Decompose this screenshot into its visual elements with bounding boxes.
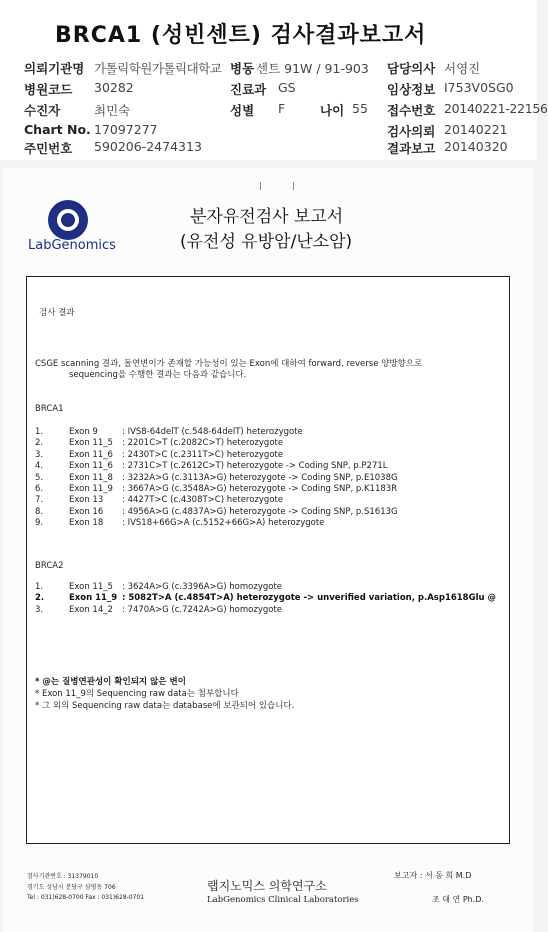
field-value-doctor: 서영진 <box>444 61 481 76</box>
footer-reporter: 보고자 : 서 동 희 M.D <box>394 871 472 880</box>
field-label-ward: 병동 <box>230 61 255 76</box>
report-doc-title: 분자유전검사 보고서 <box>190 207 344 227</box>
footer-tel: Tel : 031)628-0700 Fax : 031)628-0701 <box>27 894 145 901</box>
note-line: * 그 외의 Sequencing raw data는 database에 보관되어 있습니다. <box>35 701 295 711</box>
field-value-institution: 가톨릭학원가톨릭대학교 <box>94 61 222 76</box>
variant-result: : 7470A>G (c.7242A>G) homozygote <box>122 604 283 615</box>
variant-num: 7. <box>35 495 44 506</box>
variant-exon: Exon 11_6 <box>69 449 113 460</box>
note-line: * Exon 11_9의 Sequencing raw data는 첨부합니다 <box>35 689 239 699</box>
variant-exon: Exon 11_9 <box>69 593 118 604</box>
field-label-doctor: 담당의사 <box>387 61 436 76</box>
variant-exon: Exon 14_2 <box>69 604 113 615</box>
variant-num: 3. <box>35 604 44 615</box>
field-label-institution: 의뢰기관명 <box>24 61 85 76</box>
variant-result: : 3667A>G (c.3548A>G) heterozygote -> Coding SNP, p.K1183R <box>122 484 398 494</box>
variant-result: : 5082T>A (c.4854T>A) heterozygote -> unverified variation, p.Asp1618Glu @ <box>122 593 496 604</box>
variant-num: 2. <box>35 438 44 449</box>
field-label-patient: 수진자 <box>24 103 61 118</box>
page-mark: | <box>292 181 295 190</box>
field-label-hospital-code: 병원코드 <box>24 82 73 97</box>
section-label: 검사 결과 <box>39 308 75 318</box>
variant-num: 3. <box>35 449 44 460</box>
variant-num: 1. <box>35 427 44 437</box>
variant-exon: Exon 9 <box>69 427 98 437</box>
gene-heading-brca1: BRCA1 <box>35 404 64 414</box>
variant-result: : 4427T>C (c.4308T>C) heterozygote <box>122 495 284 506</box>
footer-reviewer: 조 대 연 Ph.D. <box>432 895 484 904</box>
intro-text: CSGE scanning 결과, 돌연변이가 존재할 가능성이 있는 Exon에 대하여 forward, reverse 양방향으로 <box>35 359 423 369</box>
variant-num: 5. <box>35 472 44 483</box>
field-label-test-request: 검사의뢰 <box>387 124 436 139</box>
field-value-department: GS <box>278 80 296 95</box>
footer-org-en: LabGenomics Clinical Laboratories <box>207 895 359 905</box>
field-label-result-report: 결과보고 <box>387 141 436 156</box>
variant-exon: Exon 18 <box>69 518 104 529</box>
logo-text: LabGenomics <box>28 238 116 253</box>
field-value-age: 55 <box>352 101 368 116</box>
variant-num: 6. <box>35 484 44 494</box>
report-header <box>0 0 548 160</box>
results-box <box>26 276 510 844</box>
variant-result: : 2731C>T (c.2612C>T) heterozygote -> Coding SNP, p.P271L <box>122 461 388 472</box>
field-value-result-report: 20140320 <box>444 139 508 154</box>
field-value-hospital-code: 30282 <box>94 80 134 95</box>
footer-org-ko: 랩지노믹스 의학연구소 <box>207 879 327 893</box>
variant-num: 4. <box>35 461 44 472</box>
field-value-clinical-info: I753V0SG0 <box>444 80 514 95</box>
variant-result: : IVS8-64delT (c.548-64delT) heterozygote <box>122 427 303 437</box>
report-doc-subtitle: (유전성 유방암/난소암) <box>180 232 353 252</box>
field-value-test-request: 20140221 <box>444 122 508 137</box>
variant-exon: Exon 11_5 <box>69 582 113 592</box>
variant-result: : 4956A>G (c.4837A>G) heterozygote -> Coding SNP, p.S1613G <box>122 506 398 517</box>
field-value-resident-no: 590206-2474313 <box>94 139 202 154</box>
labgenomics-logo-icon <box>48 200 88 240</box>
variant-exon: Exon 16 <box>69 506 104 517</box>
intro-text: sequencing을 수행한 결과는 다음과 같습니다. <box>69 370 247 380</box>
field-label-chart-no: Chart No. <box>24 122 91 137</box>
field-label-clinical-info: 임상정보 <box>387 82 436 97</box>
field-label-sex: 성별 <box>230 103 255 118</box>
note-line: * @는 질병연관성이 확인되지 않은 변이 <box>35 677 186 687</box>
variant-num: 1. <box>35 582 44 592</box>
field-value-receipt-no: 20140221-22156 <box>444 101 548 116</box>
field-label-resident-no: 주민번호 <box>24 141 73 156</box>
field-value-ward: 센트 91W / 91-903 <box>256 61 369 76</box>
variant-exon: Exon 13 <box>69 495 104 506</box>
variant-exon: Exon 11_9 <box>69 484 113 494</box>
variant-exon: Exon 11_6 <box>69 461 113 472</box>
variant-exon: Exon 11_8 <box>69 472 113 483</box>
field-label-department: 진료과 <box>230 82 267 97</box>
variant-num: 2. <box>35 593 45 604</box>
field-value-patient: 최민숙 <box>94 103 131 118</box>
gene-heading-brca2: BRCA2 <box>35 561 64 571</box>
page-mark: | <box>259 181 262 190</box>
field-value-sex: F <box>278 101 286 116</box>
field-value-chart-no: 17097277 <box>94 122 158 137</box>
variant-result: : 2430T>C (c.2311T>C) heterozygote <box>122 449 284 460</box>
variant-exon: Exon 11_5 <box>69 438 113 449</box>
variant-num: 8. <box>35 506 44 517</box>
field-label-receipt-no: 접수번호 <box>387 103 436 118</box>
variant-result: : 2201C>T (c.2082C>T) heterozygote <box>122 438 284 449</box>
variant-result: : IVS18+66G>A (c.5152+66G>A) heterozygote <box>122 518 325 529</box>
variant-result: : 3624A>G (c.3396A>G) homozygote <box>122 582 283 592</box>
field-label-age: 나이 <box>320 103 345 118</box>
report-title: BRCA1 (성빈센트) 검사결과보고서 <box>55 23 427 48</box>
variant-result: : 3232A>G (c.3113A>G) heterozygote -> Coding SNP, p.E1038G <box>122 472 398 483</box>
footer-address: 경기도 성남시 분당구 삼평동 706 <box>27 884 116 891</box>
variant-num: 9. <box>35 518 44 529</box>
footer-reg-no: 검사기관번호 : 31379010 <box>27 873 99 880</box>
